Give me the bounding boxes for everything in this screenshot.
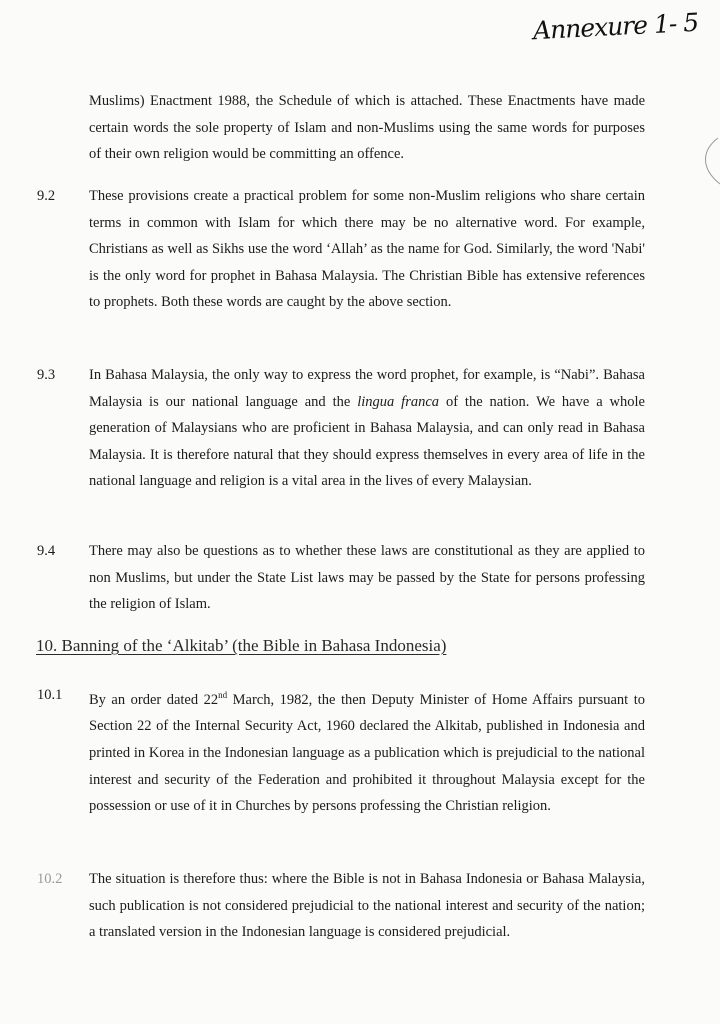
intro-text: Muslims) Enactment 1988, the Schedule of which is attached. These Enactments have made certain words the sole property of Islam and non-Muslims using the same words for purposes of their own religion would be committing an offence.: [89, 93, 645, 163]
text-part: In Bahasa Malaysia, the only way to express the word prophet, for example, is “Nabi”. Bahasa Malaysia is our national language and the: [89, 367, 645, 410]
paragraph-number: 9.2: [37, 188, 56, 204]
text-part: By an order dated 22: [89, 691, 219, 708]
paragraph-number: 9.3: [37, 367, 56, 383]
annexure-handwritten-note: Annexure 1- 5: [532, 7, 699, 46]
paragraph-number: 10.1: [37, 687, 63, 703]
paragraph-text: These provisions create a practical problem for some non-Muslim religions who share certain terms in common with Islam for which there may be no alternative word. For example, Christians as well as Sikhs use the word ‘Allah’ as the name for God. Similarly, the word 'Nabi' is the only word for prophet in Bahasa Malaysia. The Christian Bible has extensive references to prophets. Both these words are caught by the above section.: [89, 188, 645, 311]
ordinal-suffix: nd: [218, 690, 228, 700]
section-heading: 10. Banning of the ‘Alkitab’ (the Bible in Bahasa Indonesia): [36, 636, 447, 655]
paragraph-text: [89, 682, 645, 820]
text-part: March, 1982, the then Deputy Minister of Home Affairs pursuant to Section 22 of the Internal Security Act, 1960 declared the Alkitab, published in Indonesia and printed in Korea in the Indonesian language as a publication which is prejudicial to the national interest and security of the Federation and prohibited it throughout Malaysia except for the possession or use of it in Churches by persons professing the Christian religion.: [89, 691, 645, 815]
paragraph-number: 9.4: [37, 543, 56, 559]
page-edge-mark: [696, 136, 720, 186]
paragraph-text: [89, 362, 645, 495]
paragraph-text: The situation is therefore thus: where the Bible is not in Bahasa Indonesia or Bahasa Malaysia, such publication is not considered prejudicial to the national interest and security of the nation; a translated version in the Indonesian language is considered prejudicial.: [89, 871, 645, 941]
paragraph-number: 10.2: [37, 871, 63, 887]
text-part: of the nation. We have a whole generation of Malaysians who are proficient in Bahasa Malaysia, and can only read in Bahasa Malaysia. It is therefore natural that they should express themselves in every area of life in the national language and religion is a vital area in the lives of every Malaysian.: [89, 393, 645, 490]
italic-phrase: lingua franca: [357, 393, 440, 410]
paragraph-text: There may also be questions as to whether these laws are constitutional as they are applied to non Muslims, but under the State List laws may be passed by the State for persons professing the religion of Islam.: [89, 543, 645, 613]
